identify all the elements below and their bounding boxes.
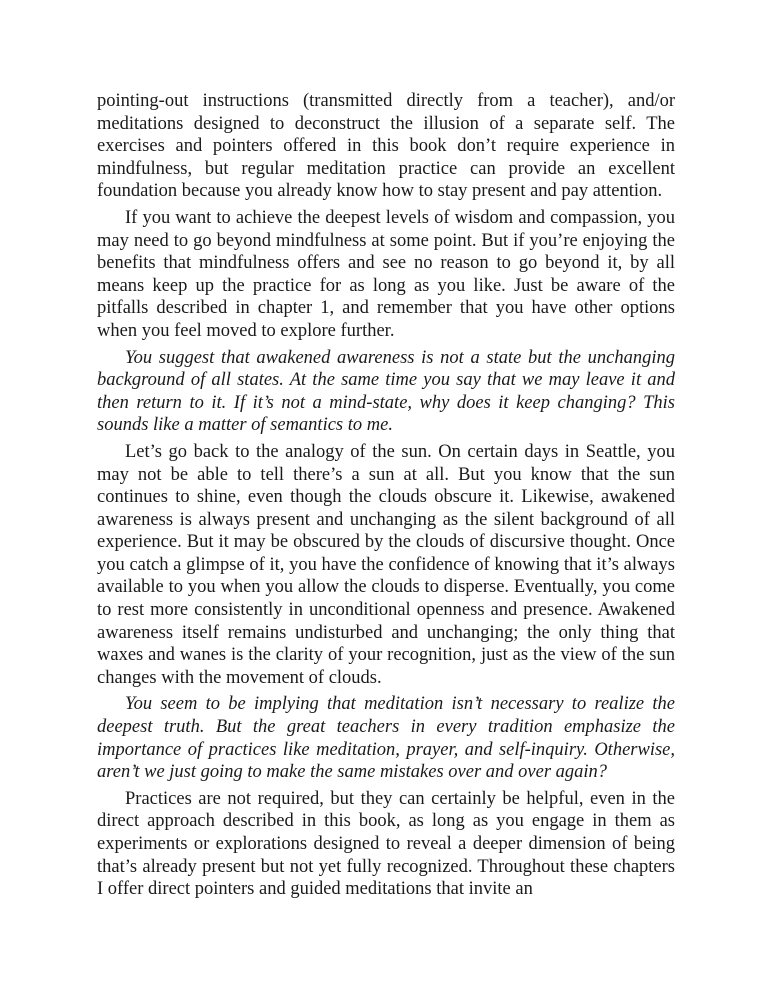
paragraph-beyond-mindfulness: If you want to achieve the deepest levels of wisdom and compassion, you may need to go beyond mindfulness at some point. But if you’re enjoying the benefits that mindfulness offers and see no reason to go beyond it, by all means keep up the practice for as long as you like. Just be aware of the pitfalls described in chapter 1, and remember that you have other options when you feel moved to explore further. (97, 207, 675, 341)
question-awakened-awareness-state: You suggest that awakened awareness is not a state but the unchanging background of all states. At the same time you say that we may leave it and then return to it. If it’s not a mind-state, why does it keep changing? This sounds like a matter of semantics to me. (97, 347, 675, 436)
page-body (97, 90, 675, 905)
paragraph-practices-helpful: Practices are not required, but they can certainly be helpful, even in the direct approach described in this book, as long as you engage in them as experiments or explorations designed to reveal a deeper dimension of being that’s already present but not yet fully recognized. Throughout these chapters I offer direct pointers and guided meditations that invite an (97, 788, 675, 900)
question-meditation-necessary: You seem to be implying that meditation isn’t necessary to realize the deepest truth. But the great teachers in every tradition emphasize the importance of practices like meditation, prayer, and self-inquiry. Otherwise, aren’t we just going to make the same mistakes over and over again? (97, 694, 675, 783)
paragraph-mindfulness-foundation: pointing-out instructions (transmitted directly from a teacher), and/or meditations designed to deconstruct the illusion of a separate self. The exercises and pointers offered in this book don’t require experience in mindfulness, but regular meditation practice can provide an excellent foundation because you already know how to stay present and pay attention. (97, 91, 675, 202)
paragraph-sun-analogy: Let’s go back to the analogy of the sun. On certain days in Seattle, you may not be able to tell there’s a sun at all. But you know that the sun continues to shine, even though the clouds obscure it. Likewise, awakened awareness is always present and unchanging as the silent background of all experience. But it may be obscured by the clouds of discursive thought. Once you catch a glimpse of it, you have the confidence of knowing that it’s always available to you when you allow the clouds to disperse. Eventually, you come to rest more consistently in unconditional openness and presence. Awakened awareness itself remains undisturbed and unchanging; the only thing that waxes and wanes is the clarity of your recognition, just as the view of the sun changes with the movement of clouds. (97, 441, 675, 688)
